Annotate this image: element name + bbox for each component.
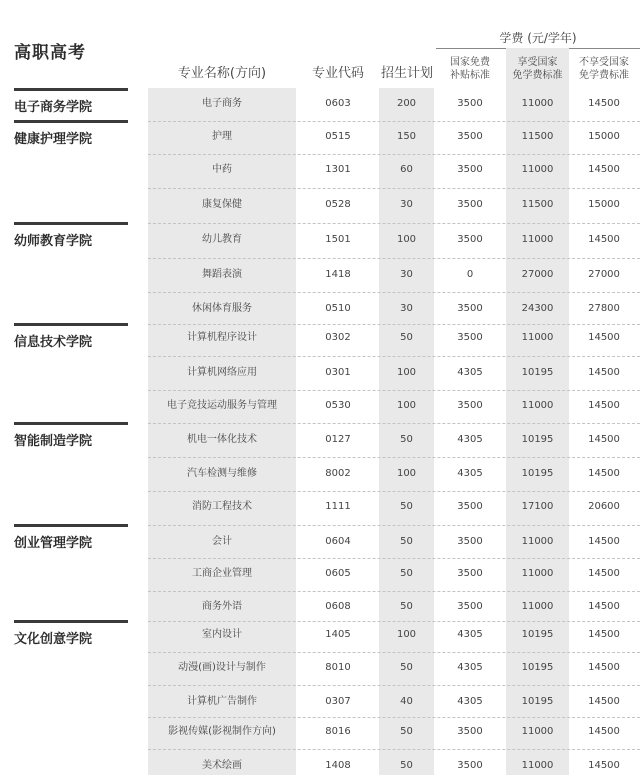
cell-code: 0604 [325, 536, 351, 547]
cell-fee-subsidy: 3500 [457, 234, 483, 245]
cell-name: 机电一体化技术 [187, 434, 257, 445]
cell-name: 消防工程技术 [192, 501, 252, 512]
cell-fee-full: 14500 [588, 536, 620, 547]
cell-plan: 50 [400, 501, 413, 512]
college-label: 健康护理学院 [14, 132, 93, 147]
cell-fee-exempt: 10195 [521, 629, 554, 640]
row-separator [148, 558, 640, 559]
cell-name: 康复保健 [202, 199, 242, 210]
cell-fee-subsidy: 3500 [457, 303, 483, 314]
cell-plan: 150 [396, 131, 417, 142]
cell-code: 0510 [325, 303, 351, 314]
cell-code: 8016 [325, 726, 351, 737]
cell-fee-subsidy: 3500 [457, 164, 483, 175]
cell-fee-exempt: 11500 [521, 131, 554, 142]
header-fee-full [571, 56, 637, 82]
cell-fee-exempt: 11000 [521, 332, 554, 343]
cell-code: 1418 [325, 269, 351, 280]
cell-name: 工商企业管理 [192, 568, 252, 579]
cell-fee-full: 14500 [588, 662, 620, 673]
cell-fee-subsidy: 3500 [457, 760, 483, 771]
cell-fee-subsidy: 4305 [457, 662, 483, 673]
row-separator [148, 292, 640, 293]
cell-name: 计算机程序设计 [187, 332, 257, 343]
cell-fee-full: 14500 [588, 164, 620, 175]
cell-fee-full: 14500 [588, 468, 620, 479]
row-separator [148, 749, 640, 750]
cell-fee-exempt: 11000 [521, 234, 554, 245]
cell-fee-full: 14500 [588, 568, 620, 579]
cell-name: 舞蹈表演 [202, 269, 242, 280]
cell-plan: 50 [400, 662, 413, 673]
header-plan: 招生计划 [380, 66, 433, 81]
cell-fee-subsidy: 3500 [457, 601, 483, 612]
cell-fee-exempt: 27000 [521, 269, 554, 280]
cell-name: 汽车检测与维修 [187, 468, 257, 479]
college-divider [14, 524, 128, 527]
cell-fee-subsidy: 4305 [457, 434, 483, 445]
cell-code: 1408 [325, 760, 351, 771]
cell-code: 0307 [325, 696, 351, 707]
cell-fee-subsidy: 3500 [457, 332, 483, 343]
college-label: 智能制造学院 [14, 434, 93, 449]
header-name: 专业名称(方向) [177, 66, 267, 81]
college-divider [14, 422, 128, 425]
header-fee-exempt-line1: 享受国家 [517, 57, 558, 68]
cell-fee-full: 14500 [588, 726, 620, 737]
college-divider [14, 88, 128, 91]
header-fee-full-line1: 不享受国家 [579, 57, 629, 68]
cell-name: 电子竞技运动服务与管理 [167, 400, 277, 411]
cell-code: 8002 [325, 468, 351, 479]
cell-name: 计算机网络应用 [187, 367, 257, 378]
cell-fee-exempt: 10195 [521, 468, 554, 479]
cell-fee-exempt: 17100 [521, 501, 554, 512]
college-label: 幼师教育学院 [14, 234, 93, 249]
cell-fee-full: 14500 [588, 760, 620, 771]
college-label: 信息技术学院 [14, 335, 93, 350]
row-separator [148, 423, 640, 424]
cell-name: 计算机广告制作 [187, 696, 257, 707]
header-fee-exempt [506, 56, 569, 82]
cell-code: 0302 [325, 332, 351, 343]
cell-fee-subsidy: 3500 [457, 568, 483, 579]
row-separator [148, 188, 640, 189]
cell-fee-subsidy: 3500 [457, 98, 483, 109]
cell-plan: 200 [396, 98, 417, 109]
fee-group-header: 学费 (元/学年) [499, 31, 577, 45]
cell-name: 幼儿教育 [202, 234, 242, 245]
row-separator [148, 154, 640, 155]
row-separator [148, 591, 640, 592]
row-separator [148, 390, 640, 391]
cell-fee-full: 14500 [588, 601, 620, 612]
cell-fee-exempt: 11000 [521, 164, 554, 175]
header-fee-full-line2: 免学费标准 [579, 70, 629, 81]
cell-fee-full: 14500 [588, 98, 620, 109]
cell-plan: 100 [396, 468, 417, 479]
cell-code: 8010 [325, 662, 351, 673]
cell-code: 0530 [325, 400, 351, 411]
cell-fee-exempt: 11000 [521, 400, 554, 411]
cell-fee-subsidy: 4305 [457, 696, 483, 707]
cell-code: 0127 [325, 434, 351, 445]
row-separator [148, 685, 640, 686]
header-fee-subsidy [437, 56, 503, 82]
cell-plan: 100 [396, 629, 417, 640]
cell-fee-subsidy: 3500 [457, 131, 483, 142]
cell-plan: 50 [400, 760, 413, 771]
cell-plan: 50 [400, 601, 413, 612]
cell-fee-full: 14500 [588, 400, 620, 411]
cell-plan: 60 [400, 164, 413, 175]
college-label: 电子商务学院 [14, 100, 93, 115]
cell-fee-subsidy: 4305 [457, 629, 483, 640]
row-separator [148, 652, 640, 653]
cell-name: 护理 [212, 131, 232, 142]
cell-name: 会计 [212, 536, 232, 547]
cell-plan: 50 [400, 536, 413, 547]
cell-plan: 50 [400, 726, 413, 737]
cell-fee-exempt: 11000 [521, 568, 554, 579]
cell-code: 1405 [325, 629, 351, 640]
row-separator [148, 457, 640, 458]
cell-plan: 100 [396, 367, 417, 378]
college-label: 创业管理学院 [14, 536, 93, 551]
cell-fee-subsidy: 3500 [457, 536, 483, 547]
cell-fee-exempt: 11000 [521, 726, 554, 737]
cell-plan: 100 [396, 234, 417, 245]
cell-plan: 50 [400, 434, 413, 445]
cell-fee-exempt: 11000 [521, 536, 554, 547]
row-separator [148, 324, 640, 325]
row-separator [148, 258, 640, 259]
cell-fee-full: 20600 [588, 501, 620, 512]
cell-plan: 50 [400, 568, 413, 579]
row-separator [148, 121, 640, 122]
cell-code: 0608 [325, 601, 351, 612]
cell-code: 0603 [325, 98, 351, 109]
cell-fee-subsidy: 4305 [457, 468, 483, 479]
cell-name: 美术绘画 [202, 760, 242, 771]
row-separator [148, 356, 640, 357]
cell-code: 0605 [325, 568, 351, 579]
cell-name: 商务外语 [202, 601, 242, 612]
cell-fee-exempt: 11000 [521, 98, 554, 109]
row-separator [148, 491, 640, 492]
cell-name: 室内设计 [202, 629, 242, 640]
header-fee-subsidy-line1: 国家免费 [450, 57, 490, 68]
cell-name: 中药 [212, 164, 232, 175]
cell-fee-full: 27000 [588, 269, 620, 280]
cell-plan: 30 [400, 303, 413, 314]
row-separator [148, 717, 640, 718]
cell-fee-full: 14500 [588, 234, 620, 245]
college-label: 文化创意学院 [14, 632, 93, 647]
page-title: 高职高考 [14, 43, 86, 63]
cell-fee-exempt: 10195 [521, 696, 554, 707]
cell-fee-exempt: 10195 [521, 434, 554, 445]
cell-fee-subsidy: 3500 [457, 199, 483, 210]
cell-code: 0515 [325, 131, 351, 142]
cell-fee-full: 15000 [588, 199, 620, 210]
cell-fee-full: 14500 [588, 367, 620, 378]
cell-name: 电子商务 [202, 98, 242, 109]
cell-name: 休闲体育服务 [192, 303, 252, 314]
cell-fee-full: 14500 [588, 629, 620, 640]
header-fee-exempt-line2: 免学费标准 [512, 70, 563, 81]
cell-fee-exempt: 10195 [521, 662, 554, 673]
cell-code: 0528 [325, 199, 351, 210]
header-fee-subsidy-line2: 补贴标准 [450, 70, 490, 81]
college-divider [14, 323, 128, 326]
header-code: 专业代码 [311, 66, 364, 81]
cell-code: 0301 [325, 367, 351, 378]
cell-plan: 100 [396, 400, 417, 411]
row-separator [148, 525, 640, 526]
cell-name: 动漫(画)设计与制作 [178, 662, 266, 673]
cell-fee-exempt: 24300 [521, 303, 554, 314]
cell-fee-subsidy: 3500 [457, 501, 483, 512]
row-separator [148, 223, 640, 224]
cell-code: 1111 [325, 501, 351, 512]
cell-plan: 50 [400, 332, 413, 343]
cell-fee-full: 14500 [588, 696, 620, 707]
cell-fee-exempt: 11000 [521, 601, 554, 612]
cell-fee-subsidy: 3500 [457, 400, 483, 411]
college-divider [14, 620, 128, 623]
college-divider [14, 120, 128, 123]
cell-plan: 30 [400, 269, 413, 280]
cell-fee-exempt: 11500 [521, 199, 554, 210]
row-separator [148, 621, 640, 622]
cell-fee-full: 15000 [588, 131, 620, 142]
cell-fee-full: 14500 [588, 332, 620, 343]
cell-fee-subsidy: 4305 [457, 367, 483, 378]
college-divider [14, 222, 128, 225]
cell-plan: 40 [400, 696, 413, 707]
cell-code: 1501 [325, 234, 351, 245]
cell-fee-exempt: 11000 [521, 760, 554, 771]
cell-name: 影视传媒(影视制作方向) [168, 726, 276, 737]
cell-fee-full: 27800 [588, 303, 620, 314]
cell-plan: 30 [400, 199, 413, 210]
cell-fee-exempt: 10195 [521, 367, 554, 378]
cell-code: 1301 [325, 164, 351, 175]
cell-fee-subsidy: 3500 [457, 726, 483, 737]
cell-fee-subsidy: 0 [466, 269, 474, 280]
cell-fee-full: 14500 [588, 434, 620, 445]
